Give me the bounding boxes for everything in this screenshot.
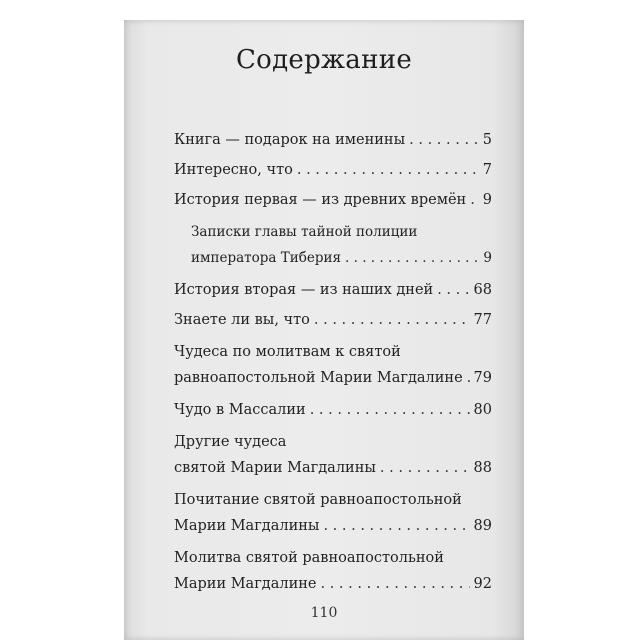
toc-entry (174, 429, 492, 481)
page-number-footer: 110 (310, 605, 338, 621)
toc-page-number: 68 (473, 282, 492, 298)
toc-entry (174, 487, 492, 539)
toc-entry (174, 339, 492, 391)
toc-page-number: 79 (473, 370, 492, 386)
toc-page-number: 80 (473, 402, 492, 418)
dot-leader (437, 277, 469, 303)
toc-entry-title: Интересно, что (174, 162, 293, 178)
toc-page-number: 89 (473, 518, 492, 534)
toc-entry-line: Записки главы тайной полиции (191, 224, 418, 240)
toc-entry (174, 277, 492, 303)
toc-entry-title: Знаете ли вы, что (174, 312, 310, 328)
toc-entry (174, 545, 492, 597)
dot-leader (314, 307, 470, 333)
toc-page-number: 9 (483, 250, 492, 266)
toc-entry-title: Чудо в Массалии (174, 402, 306, 418)
toc-page-number: 88 (473, 460, 492, 476)
toc-entry-title: История первая — из древних времён (174, 192, 467, 208)
toc-entry-title: святой Марии Магдалины (174, 460, 376, 476)
toc-entry-title: Марии Магдалине (174, 576, 317, 592)
toc-page-number: 77 (473, 312, 492, 328)
toc-entry (174, 127, 492, 153)
toc-page-number: 5 (482, 132, 492, 148)
dot-leader (310, 397, 470, 423)
dot-leader (380, 455, 470, 481)
toc-entry-line: Молитва святой равноапостольной (174, 550, 444, 566)
toc-entry-title: Книга — подарок на именины (174, 132, 406, 148)
toc-entry (174, 157, 492, 183)
toc-entry (174, 397, 492, 423)
toc-entry-line: Другие чудеса (174, 434, 287, 450)
dot-leader (467, 365, 470, 391)
dot-leader (409, 127, 479, 153)
toc-entry-line: Чудеса по молитвам к святой (174, 344, 401, 360)
toc-entry (174, 307, 492, 333)
dot-leader (321, 571, 470, 597)
toc-entry-title: императора Тиберия (191, 250, 342, 266)
page-heading: Содержание (235, 45, 413, 75)
toc-page-number: 92 (473, 576, 492, 592)
dot-leader (345, 245, 479, 271)
dot-leader (297, 157, 479, 183)
dot-leader (470, 187, 479, 213)
dot-leader (323, 513, 469, 539)
toc-entry-title: Марии Магдалины (174, 518, 320, 534)
toc-page-number: 9 (482, 192, 492, 208)
toc-subentry (174, 219, 492, 271)
book-page (124, 20, 524, 640)
toc-entry-title: равноапостольной Марии Магдалине (174, 370, 463, 386)
toc-entry-line: Почитание святой равноапостольной (174, 492, 462, 508)
toc-entry-title: История вторая — из наших дней (174, 282, 434, 298)
toc-entry (174, 187, 492, 213)
toc-page-number: 7 (482, 162, 492, 178)
table-of-contents (174, 127, 492, 597)
